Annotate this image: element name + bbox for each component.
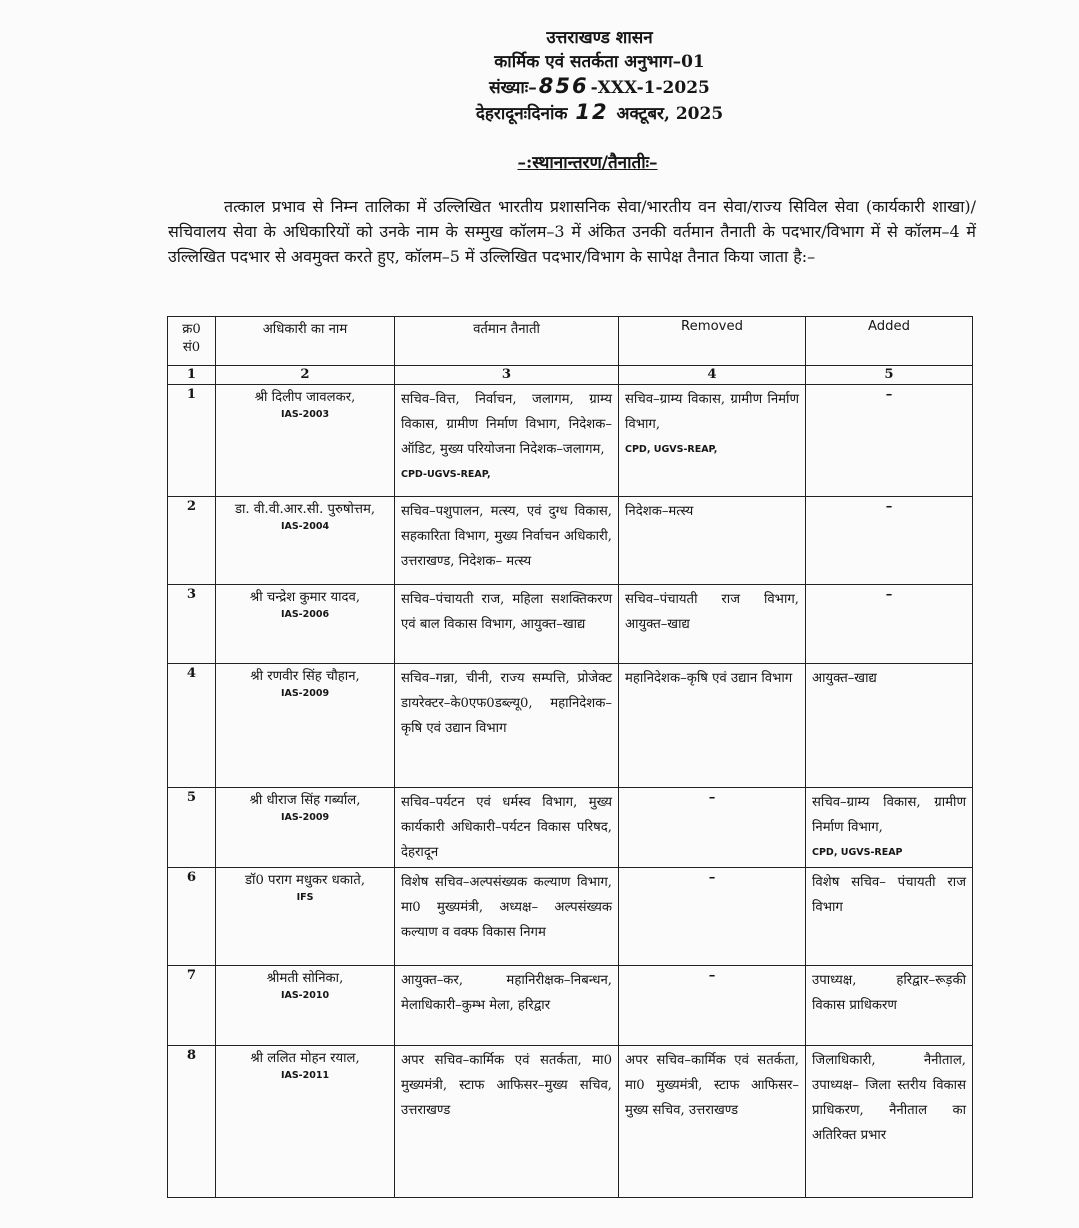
added-cell-text: आयुक्त–खाद्य [812,671,877,686]
added-cell [806,1046,973,1198]
current-posting-cell-text: आयुक्त–कर, महानिरीक्षक–निबन्धन, मेलाधिकारी–कुम्भ मेला, हरिद्वार [401,973,612,1013]
removed-cell [619,868,806,966]
current-posting-cell [395,1046,619,1198]
current-posting-cell-text: अपर सचिव–कार्मिक एवं सतर्कता, मा0 मुख्यमंत्री, स्टाफ आफिसर–मुख्य सचिव, उत्तराखण्ड [401,1053,612,1118]
column-number-row [168,366,973,385]
removed-cell-text: सचिव–पंचायती राज विभाग, आयुक्त–खाद्य [625,592,799,632]
date-suffix: अक्टूबर, 2025 [616,104,724,124]
officer-service: IAS-2011 [280,1070,330,1081]
officer-name: डॉ0 पराग मधुकर धकाते, [244,873,366,888]
officer-name-cell [216,788,395,868]
serial-number-cell: 8 [168,1046,216,1198]
current-posting-cell-text: सचिव–वित्त, निर्वाचन, जलागम, ग्राम्य विकास, ग्रामीण निर्माण विभाग, निदेशक–ऑडिट, मुख्य परियोजना निदेशक–जलागम, [401,392,612,457]
header-current-posting: वर्तमान तैनाती [395,317,619,366]
officer-name: श्री ललित मोहन रयाल, [250,1051,360,1066]
officer-name: श्री रणवीर सिंह चौहान, [250,669,360,684]
removed-cell [619,497,806,585]
added-cell [806,868,973,966]
current-posting-cell-text: विशेष सचिव–अल्पसंख्यक कल्याण विभाग, मा0 मुख्यमंत्री, अध्यक्ष– अल्पसंख्यक कल्याण व वक्फ विकास निगम [401,875,612,940]
officer-name: डा. वी.वी.आर.सी. पुरुषोत्तम, [234,502,376,517]
current-posting-cell-code: CPD-UGVS-REAP, [401,469,491,480]
table-row [168,585,973,664]
serial-number-cell: 2 [168,497,216,585]
officer-name: श्री दिलीप जावलकर, [254,390,356,405]
ref-prefix: संख्याः– [489,78,537,98]
table-row [168,385,973,497]
table-row [168,788,973,868]
officer-service: IAS-2004 [280,521,330,532]
added-cell-text: उपाध्यक्ष, हरिद्वार–रूड़की विकास प्राधिकरण [812,973,966,1013]
removed-cell-text: सचिव–ग्राम्य विकास, ग्रामीण निर्माण विभाग, [625,392,799,432]
current-posting-cell-text: सचिव–गन्ना, चीनी, राज्य सम्पत्ति, प्रोजेक्ट डायरेक्टर–के0एफ0डब्ल्यू0, महानिदेशक–कृषि एवं उद्यान विभाग [401,671,612,736]
header-added: Added [806,317,973,366]
ref-suffix: -XXX-1-2025 [590,78,710,98]
removed-cell-text: निदेशक–मत्स्य [625,504,694,519]
table-row [168,1046,973,1198]
added-cell [806,385,973,497]
officer-name-cell [216,664,395,788]
removed-cell [619,788,806,868]
serial-number-cell: 5 [168,788,216,868]
removed-cell-text: अपर सचिव–कार्मिक एवं सतर्कता, मा0 मुख्यमंत्री, स्टाफ आफिसर–मुख्य सचिव, उत्तराखण्ड [625,1053,799,1118]
officer-name-cell [216,1046,395,1198]
added-cell-text: – [885,499,893,514]
column-number: 2 [216,366,395,385]
officer-name-cell [216,497,395,585]
added-cell [806,788,973,868]
current-posting-cell [395,966,619,1046]
current-posting-cell-text: सचिव–पशुपालन, मत्स्य, एवं दुग्ध विकास, सहकारिता विभाग, मुख्य निर्वाचन अधिकारी, उत्तराखण्ड, निदेशक– मत्स्य [401,504,612,569]
officer-name-cell [216,585,395,664]
added-cell [806,664,973,788]
added-cell-text: विशेष सचिव– पंचायती राज विभाग [812,875,966,915]
officer-service: IAS-2009 [280,688,330,699]
officer-service: IAS-2009 [280,812,330,823]
added-cell-text: – [885,387,893,402]
officer-service: IAS-2010 [280,990,330,1001]
serial-number-cell: 6 [168,868,216,966]
removed-cell-text: – [708,968,716,983]
date-prefix: देहरादूनःदिनांक [475,104,568,124]
officer-name: श्री चन्द्रेश कुमार यादव, [249,590,361,605]
table-row [168,664,973,788]
removed-cell-code: CPD, UGVS-REAP, [625,444,718,455]
current-posting-cell [395,868,619,966]
removed-cell [619,664,806,788]
officer-name: श्री धीराज सिंह गर्ब्याल, [249,793,361,808]
serial-number-cell: 4 [168,664,216,788]
officer-name-cell [216,966,395,1046]
removed-cell [619,1046,806,1198]
removed-cell [619,385,806,497]
current-posting-cell [395,385,619,497]
reference-number [120,74,1079,100]
removed-cell [619,585,806,664]
column-number: 3 [395,366,619,385]
current-posting-cell-text: सचिव–पंचायती राज, महिला सशक्तिकरण एवं बाल विकास विभाग, आयुक्त–खाद्य [401,592,612,632]
officer-service: IFS [296,892,314,903]
transfer-table [167,316,973,1198]
section-name: कार्मिक एवं सतर्कता अनुभाग–01 [494,52,705,72]
added-cell [806,585,973,664]
officer-service: IAS-2006 [280,609,330,620]
current-posting-cell [395,664,619,788]
letterhead [0,26,1079,126]
subject-heading: –:स्थानान्तरण/तैनातीः– [517,153,658,173]
serial-number-cell: 7 [168,966,216,1046]
column-number: 5 [806,366,973,385]
table-header-row [168,317,973,366]
header-serial: क्र0 सं0 [168,317,216,366]
govt-name: उत्तराखण्ड शासन [546,28,653,48]
officer-name-cell [216,385,395,497]
column-number: 1 [168,366,216,385]
current-posting-cell [395,788,619,868]
serial-number-cell: 3 [168,585,216,664]
current-posting-cell [395,497,619,585]
added-cell [806,966,973,1046]
current-posting-cell [395,585,619,664]
removed-cell-text: महानिदेशक–कृषि एवं उद्यान विभाग [625,671,793,686]
issue-date [120,100,1079,126]
added-cell [806,497,973,585]
removed-cell [619,966,806,1046]
added-cell-code: CPD, UGVS-REAP [812,847,903,858]
header-removed: Removed [619,317,806,366]
removed-cell-text: – [708,870,716,885]
removed-cell-text: – [708,790,716,805]
officer-name-cell [216,868,395,966]
serial-number-cell: 1 [168,385,216,497]
date-handwritten-day: 12 [575,100,609,124]
added-cell-text: – [885,587,893,602]
table-row [168,868,973,966]
header-officer-name: अधिकारी का नाम [216,317,395,366]
current-posting-cell-text: सचिव–पर्यटन एवं धर्मस्व विभाग, मुख्य कार्यकारी अधिकारी–पर्यटन विकास परिषद, देहरादून [401,795,612,860]
officer-service: IAS-2003 [280,409,330,420]
table-row [168,497,973,585]
column-number: 4 [619,366,806,385]
added-cell-text: सचिव–ग्राम्य विकास, ग्रामीण निर्माण विभाग, [812,795,966,835]
order-paragraph: तत्काल प्रभाव से निम्न तालिका में उल्लिखित भारतीय प्रशासनिक सेवा/भारतीय वन सेवा/राज्य सिविल सेवा (कार्यकारी शाखा)/सचिवालय सेवा के अधिकारियों को उनके नाम के सम्मुख कॉलम–3 में अंकित उनकी वर्तमान तैनाती के पदभार/विभाग में से कॉलम–4 में उल्लिखित पदभार से अवमुक्त करते हुए, कॉलम–5 में उल्लिखित पदभार/विभाग के सापेक्ष तैनात किया जाता है:– [168,197,976,266]
added-cell-text: जिलाधिकारी, नैनीताल, उपाध्यक्ष– जिला स्तरीय विकास प्राधिकरण, नैनीताल का अतिरिक्त प्रभार [812,1053,966,1143]
table-row [168,966,973,1046]
ref-handwritten-number: 856 [538,74,589,98]
officer-name: श्रीमती सोनिका, [266,971,344,986]
